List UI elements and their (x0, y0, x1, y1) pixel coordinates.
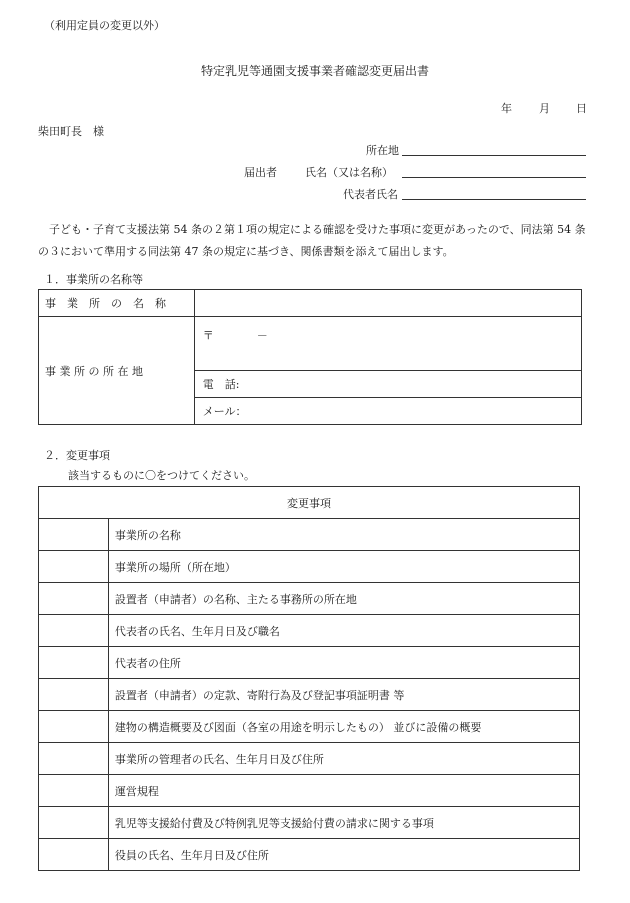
form-title: 特定乳児等通園支援事業者確認変更届出書 (200, 64, 429, 78)
email-field[interactable] (194, 398, 581, 425)
facility-location-label: 事 業 所 の 所 在 地 (39, 317, 195, 425)
notifier-label: 届出者 (244, 166, 277, 179)
postal-address-field[interactable] (194, 317, 581, 371)
postal-mark: 〒 (202, 329, 214, 342)
circle-mark-cell[interactable] (39, 711, 109, 743)
circle-mark-cell[interactable] (39, 583, 109, 615)
change-item: 事業所の場所（所在地） (108, 551, 579, 583)
circle-mark-cell[interactable] (39, 839, 109, 871)
facility-name-field[interactable] (194, 290, 581, 317)
form-note: （利用定員の変更以外） (44, 19, 165, 32)
circle-mark-cell[interactable] (39, 743, 109, 775)
change-item: 設置者（申請者）の名称、主たる事務所の所在地 (108, 583, 579, 615)
change-item: 代表者の住所 (108, 647, 579, 679)
circle-mark-cell[interactable] (39, 807, 109, 839)
name-label: 氏名（又は名称） (305, 166, 393, 179)
facility-table (38, 289, 582, 425)
circle-mark-cell[interactable] (39, 647, 109, 679)
section2-instruction: 該当するものに〇をつけてください。 (68, 469, 255, 482)
circle-mark-cell[interactable] (39, 551, 109, 583)
change-item: 事業所の管理者の氏名、生年月日及び住所 (108, 743, 579, 775)
change-table-header: 変更事項 (39, 487, 580, 519)
name-field[interactable] (402, 164, 586, 178)
date-day-label: 日 (576, 102, 587, 115)
postal-dash: － (256, 329, 268, 342)
circle-mark-cell[interactable] (39, 679, 109, 711)
circle-mark-cell[interactable] (39, 519, 109, 551)
change-item: 代表者の氏名、生年月日及び職名 (108, 615, 579, 647)
phone-field[interactable] (194, 371, 581, 398)
change-item: 乳児等支援給付費及び特例乳児等支援給付費の請求に関する事項 (108, 807, 579, 839)
date-year-label: 年 (501, 102, 512, 115)
address-label: 所在地 (366, 144, 399, 157)
date-month-label: 月 (539, 102, 550, 115)
change-item: 事業所の名称 (108, 519, 579, 551)
change-item: 運営規程 (108, 775, 579, 807)
section1-heading: １．事業所の名称等 (44, 273, 143, 286)
email-label: メール： (202, 405, 247, 418)
change-items-table (38, 486, 580, 871)
change-item: 建物の構造概要及び図面（各室の用途を明示したもの） 並びに設備の概要 (108, 711, 579, 743)
circle-mark-cell[interactable] (39, 775, 109, 807)
section2-heading: ２．変更事項 (44, 449, 110, 462)
phone-label: 電 話: (202, 378, 240, 391)
circle-mark-cell[interactable] (39, 615, 109, 647)
change-item: 役員の氏名、生年月日及び住所 (108, 839, 579, 871)
addressee: 柴田町長 様 (38, 125, 104, 138)
address-field[interactable] (402, 142, 586, 156)
representative-label: 代表者氏名 (343, 188, 398, 201)
facility-name-label: 事 業 所 の 名 称 (39, 290, 195, 317)
declaration-text: 子ども・子育て支援法第 54 条の２第１項の規定による確認を受けた事項に変更があったので、同法第 54 条の３において準用する同法第 47 条の規定に基づき、関係書類を添えて届出します。 (38, 223, 586, 258)
change-item: 設置者（申請者）の定款、寄附行為及び登記事項証明書 等 (108, 679, 579, 711)
representative-field[interactable] (402, 186, 586, 200)
